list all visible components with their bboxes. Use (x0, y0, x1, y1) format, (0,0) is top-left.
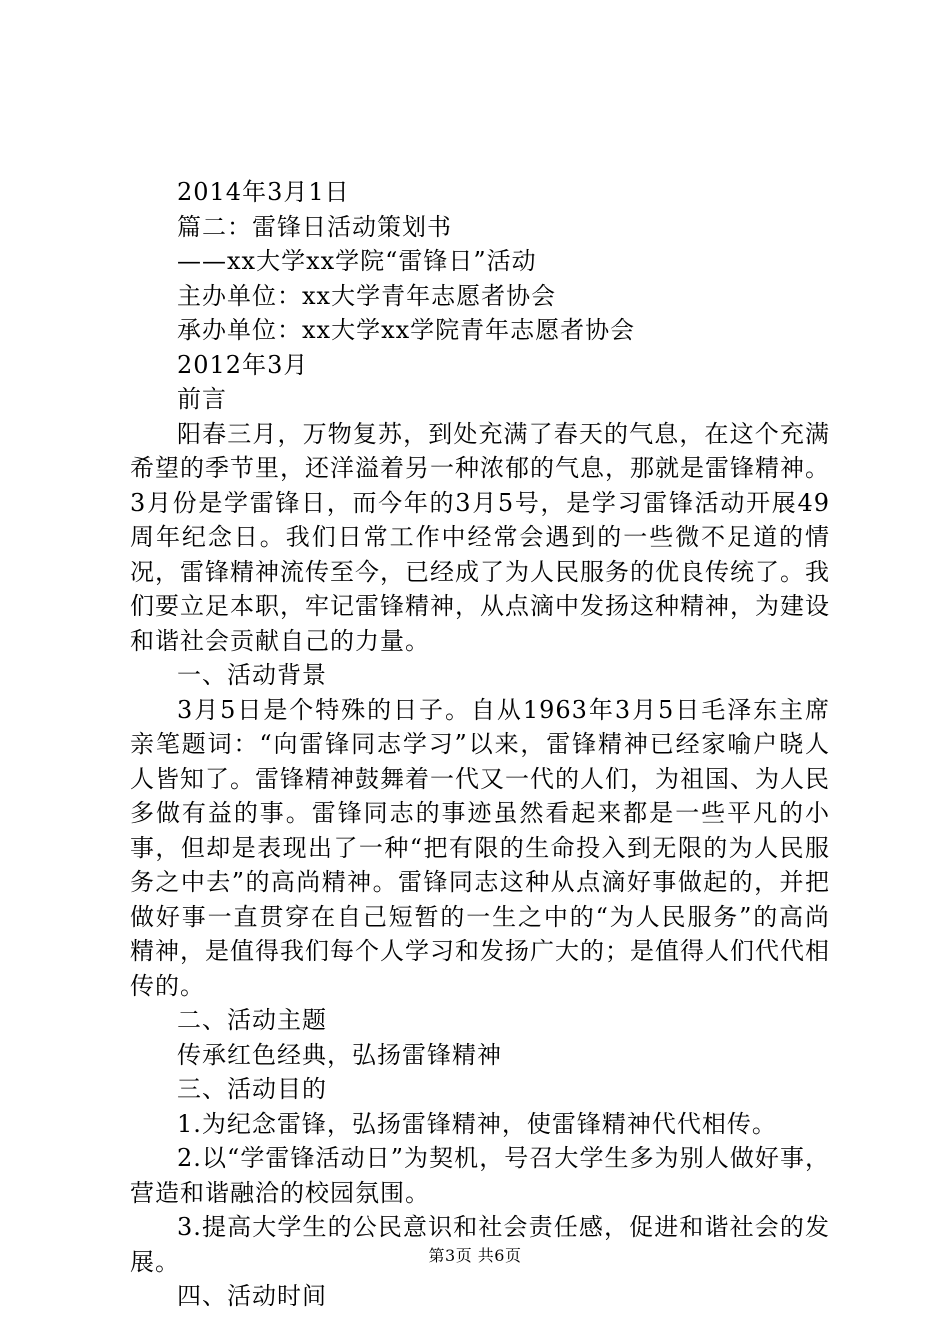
preface-paragraph: 阳春三月，万物复苏，到处充满了春天的气息，在这个充满希望的季节里，还洋溢着另一种浓郁的气息，那就是雷锋精神。3月份是学雷锋日，而今年的3月5号，是学习雷锋活动开展49周年纪念日。我们日常工作中经常会遇到的一些微不足道的情况，雷锋精神流传至今，已经成了为人民服务的优良传统了。我们要立足本职，牢记雷锋精神，从点滴中发扬这种精神，为建设和谐社会贡献自己的力量。 (130, 419, 830, 655)
section-heading-theme: 二、活动主题 (177, 1006, 327, 1034)
purpose-item: 1.为纪念雷锋，弘扬雷锋精神，使雷锋精神代代相传。 (177, 1109, 777, 1138)
preface-heading: 前言 (177, 385, 227, 413)
event-subtitle: ——xx大学xx学院“雷锋日”活动 (177, 247, 537, 275)
document-body (130, 175, 830, 1314)
section-heading-purpose: 三、活动目的 (177, 1075, 327, 1103)
page-footer: 第3页 共6页 (428, 1246, 522, 1265)
organizer-line: 主办单位：xx大学青年志愿者协会 (177, 281, 557, 310)
section-heading-background: 一、活动背景 (177, 661, 327, 689)
date-line: 2014年3月1日 (177, 178, 350, 206)
theme-text: 传承红色经典，弘扬雷锋精神 (177, 1040, 502, 1069)
background-paragraph: 3月5日是个特殊的日子。自从1963年3月5日毛泽东主席亲笔题词：“向雷锋同志学习”以来，雷锋精神已经家喻户晓人人皆知了。雷锋精神鼓舞着一代又一代的人们，为祖国、为人民多做有益的事。雷锋同志的事迹虽然看起来都是一些平凡的小事，但却是表现出了一种“把有限的生命投入到无限的为人民服务之中去”的高尚精神。雷锋同志这种从点滴好事做起的，并把做好事一直贯穿在自己短暂的一生之中的“为人民服务”的高尚精神，是值得我们每个人学习和发扬广大的；是值得人们代代相传的。 (130, 695, 830, 1000)
co-organizer-line: 承办单位：xx大学xx学院青年志愿者协会 (177, 316, 636, 344)
purpose-item: 3.提高大学生的公民意识和社会责任感，促进和谐社会的发展。 (130, 1213, 830, 1276)
purpose-item: 2.以“学雷锋活动日”为契机，号召大学生多为别人做好事，营造和谐融洽的校园氛围。 (130, 1144, 830, 1207)
chapter-title: 篇二：雷锋日活动策划书 (177, 212, 452, 241)
plan-date-line: 2012年3月 (177, 350, 309, 379)
section-heading-time: 四、活动时间 (177, 1282, 327, 1310)
